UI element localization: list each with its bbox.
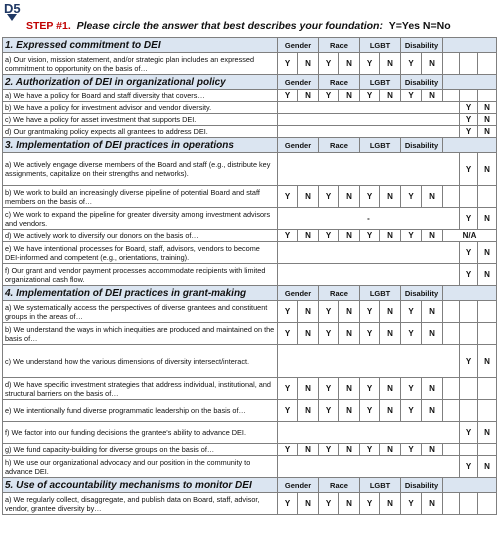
answer-no[interactable]: N (380, 53, 401, 75)
question-row (3, 114, 497, 126)
question-text: a) Our vision, mission statement, and/or strategic plan includes an expressed commitment to opportunity on the basis of… (3, 53, 278, 75)
answer-no[interactable]: N (380, 400, 401, 422)
section-header-spacer (443, 286, 497, 301)
answer-yes[interactable]: Y (460, 126, 478, 138)
logo-triangle-icon (7, 14, 17, 21)
answer-no[interactable]: N (298, 186, 319, 208)
answer-no[interactable]: N (380, 378, 401, 400)
answer-yes[interactable]: Y (319, 301, 339, 323)
empty-cell (278, 264, 460, 286)
empty-cell (460, 323, 478, 345)
answer-no[interactable]: N (422, 230, 443, 242)
section-header (3, 38, 497, 53)
answer-yes[interactable]: Y (360, 378, 380, 400)
answer-no[interactable]: N (422, 53, 443, 75)
answer-no[interactable]: N (298, 493, 319, 515)
question-row (3, 53, 497, 75)
answer-yes[interactable]: Y (319, 323, 339, 345)
answer-no[interactable]: N (422, 323, 443, 345)
empty-cell (443, 90, 460, 102)
empty-cell (460, 53, 478, 75)
question-text: h) We use our organizational advocacy and our position in the community to advance DEI. (3, 456, 278, 478)
answer-no[interactable]: N (380, 301, 401, 323)
section-header-spacer (443, 138, 497, 153)
answer-yes[interactable]: Y (401, 90, 422, 102)
answer-no[interactable]: N (478, 422, 497, 444)
answer-yes[interactable]: Y (360, 301, 380, 323)
answer-no[interactable]: N (339, 301, 360, 323)
answer-yes[interactable]: Y (360, 400, 380, 422)
column-header: Race (319, 138, 360, 153)
empty-cell (443, 323, 460, 345)
answer-yes[interactable]: Y (401, 301, 422, 323)
question-text: a) We have a policy for Board and staff diversity that covers… (3, 90, 278, 102)
answer-no[interactable]: N (339, 323, 360, 345)
empty-cell (443, 444, 460, 456)
column-header: Gender (278, 286, 319, 301)
answer-no[interactable]: N (298, 400, 319, 422)
answer-yes[interactable]: Y (460, 208, 478, 230)
answer-yes[interactable]: Y (278, 301, 298, 323)
answer-yes[interactable]: Y (278, 186, 298, 208)
section-header (3, 478, 497, 493)
column-header: LGBT (360, 75, 401, 90)
answer-yes[interactable]: Y (401, 186, 422, 208)
answer-yes[interactable]: Y (460, 456, 478, 478)
section-title: 3. Implementation of DEI practices in operations (3, 138, 278, 153)
answer-legend: Y=Yes N=No (388, 20, 451, 32)
question-row (3, 444, 497, 456)
question-row (3, 153, 497, 186)
answer-no[interactable]: N (422, 90, 443, 102)
question-row (3, 323, 497, 345)
answer-no[interactable]: N (298, 301, 319, 323)
answer-yes[interactable]: Y (319, 493, 339, 515)
answer-no[interactable]: N (478, 126, 497, 138)
answer-yes[interactable]: Y (360, 186, 380, 208)
column-header: LGBT (360, 478, 401, 493)
answer-no[interactable]: N (422, 301, 443, 323)
answer-no[interactable]: N (339, 53, 360, 75)
question-row (3, 186, 497, 208)
answer-no[interactable]: N (422, 378, 443, 400)
answer-yes[interactable]: Y (401, 230, 422, 242)
answer-yes[interactable]: Y (278, 400, 298, 422)
section-header (3, 75, 497, 90)
question-text: g) We fund capacity-building for diverse groups on the basis of… (3, 444, 278, 456)
answer-no[interactable]: N (339, 230, 360, 242)
question-row (3, 208, 497, 230)
answer-yes[interactable]: Y (360, 323, 380, 345)
answer-no[interactable]: N (298, 444, 319, 456)
column-header: Disability (401, 286, 443, 301)
answer-no[interactable]: N (478, 153, 497, 186)
answer-no[interactable]: N (478, 264, 497, 286)
answer-yes[interactable]: Y (401, 444, 422, 456)
not-applicable-dash: - (278, 208, 460, 230)
section-header-spacer (443, 478, 497, 493)
empty-cell (278, 345, 460, 378)
empty-cell (460, 493, 478, 515)
section-title: 4. Implementation of DEI practices in grant-making (3, 286, 278, 301)
empty-cell (443, 53, 460, 75)
question-text: e) We intentionally fund diverse programmatic leadership on the basis of… (3, 400, 278, 422)
answer-no[interactable]: N (478, 102, 497, 114)
column-header: Gender (278, 75, 319, 90)
empty-cell (478, 301, 497, 323)
answer-yes[interactable]: Y (278, 323, 298, 345)
step-instruction (26, 20, 451, 32)
step-number: STEP #1. (26, 20, 71, 32)
answer-yes[interactable]: Y (278, 230, 298, 242)
answer-yes[interactable]: Y (360, 53, 380, 75)
answer-yes[interactable]: Y (401, 323, 422, 345)
section-title: 5. Use of accountability mechanisms to monitor DEI (3, 478, 278, 493)
section-header-spacer (443, 75, 497, 90)
answer-no[interactable]: N (339, 90, 360, 102)
answer-no[interactable]: N (478, 242, 497, 264)
column-header: Race (319, 286, 360, 301)
answer-yes[interactable]: Y (401, 493, 422, 515)
question-row (3, 422, 497, 444)
answer-yes[interactable]: Y (278, 444, 298, 456)
empty-cell (460, 90, 478, 102)
answer-no[interactable]: N (422, 493, 443, 515)
answer-yes[interactable]: Y (319, 230, 339, 242)
answer-yes[interactable]: Y (319, 186, 339, 208)
question-row (3, 400, 497, 422)
column-header: Disability (401, 478, 443, 493)
question-text: d) We actively work to diversify our donors on the basis of… (3, 230, 278, 242)
question-text: b) We work to build an increasingly diverse pipeline of potential Board and staff members on the basis of… (3, 186, 278, 208)
question-text: c) We have a policy for asset investment that supports DEI. (3, 114, 278, 126)
question-row (3, 242, 497, 264)
section-header (3, 138, 497, 153)
answer-not-applicable: N/A (443, 230, 497, 242)
question-row (3, 90, 497, 102)
question-text: d) Our grantmaking policy expects all grantees to address DEI. (3, 126, 278, 138)
section-header-spacer (443, 38, 497, 53)
answer-yes[interactable]: Y (401, 53, 422, 75)
question-text: f) Our grant and vendor payment processes accommodate recipients with limited organizational cash flow. (3, 264, 278, 286)
empty-cell (278, 422, 460, 444)
answer-no[interactable]: N (478, 114, 497, 126)
answer-no[interactable]: N (380, 323, 401, 345)
question-row (3, 345, 497, 378)
empty-cell (278, 456, 460, 478)
answer-yes[interactable]: Y (278, 53, 298, 75)
empty-cell (443, 400, 460, 422)
answer-no[interactable]: N (380, 230, 401, 242)
answer-yes[interactable]: Y (319, 378, 339, 400)
empty-cell (443, 186, 460, 208)
answer-yes[interactable]: Y (319, 400, 339, 422)
empty-cell (278, 153, 460, 186)
empty-cell (278, 102, 460, 114)
empty-cell (478, 400, 497, 422)
empty-cell (443, 378, 460, 400)
answer-yes[interactable]: Y (460, 114, 478, 126)
empty-cell (478, 90, 497, 102)
column-header: Race (319, 75, 360, 90)
column-header: LGBT (360, 286, 401, 301)
question-text: f) We factor into our funding decisions the grantee's ability to advance DEI. (3, 422, 278, 444)
answer-yes[interactable]: Y (278, 90, 298, 102)
answer-no[interactable]: N (380, 444, 401, 456)
d5-logo (4, 2, 26, 24)
empty-cell (278, 242, 460, 264)
empty-cell (278, 114, 460, 126)
question-text: b) We understand the ways in which inequities are produced and maintained on the basis of… (3, 323, 278, 345)
answer-yes[interactable]: Y (360, 444, 380, 456)
answer-yes[interactable]: Y (460, 422, 478, 444)
question-text: a) We regularly collect, disaggregate, and publish data on Board, staff, advisor, vendor, grantee diversity by… (3, 493, 278, 515)
column-header: Race (319, 478, 360, 493)
instruction-text: Please circle the answer that best describes your foundation: (76, 20, 383, 32)
section-header (3, 286, 497, 301)
question-row (3, 230, 497, 242)
question-row (3, 493, 497, 515)
column-header: Disability (401, 138, 443, 153)
answer-no[interactable]: N (380, 90, 401, 102)
answer-yes[interactable]: Y (360, 90, 380, 102)
column-header: Race (319, 38, 360, 53)
answer-no[interactable]: N (339, 444, 360, 456)
answer-no[interactable]: N (298, 323, 319, 345)
empty-cell (478, 493, 497, 515)
question-text: c) We understand how the various dimensions of diversity intersect/interact. (3, 345, 278, 378)
answer-yes[interactable]: Y (460, 102, 478, 114)
answer-yes[interactable]: Y (460, 264, 478, 286)
answer-no[interactable]: N (339, 400, 360, 422)
answer-yes[interactable]: Y (319, 444, 339, 456)
empty-cell (478, 378, 497, 400)
answer-no[interactable]: N (339, 493, 360, 515)
answer-no[interactable]: N (298, 53, 319, 75)
section-title: 2. Authorization of DEI in organizational policy (3, 75, 278, 90)
answer-no[interactable]: N (478, 456, 497, 478)
answer-no[interactable]: N (380, 493, 401, 515)
question-row (3, 102, 497, 114)
answer-yes[interactable]: Y (319, 53, 339, 75)
empty-cell (278, 126, 460, 138)
empty-cell (460, 378, 478, 400)
answer-no[interactable]: N (339, 186, 360, 208)
answer-no[interactable]: N (339, 378, 360, 400)
empty-cell (443, 493, 460, 515)
answer-no[interactable]: N (380, 186, 401, 208)
answer-no[interactable]: N (422, 400, 443, 422)
empty-cell (478, 186, 497, 208)
column-header: LGBT (360, 38, 401, 53)
empty-cell (460, 444, 478, 456)
column-header: LGBT (360, 138, 401, 153)
answer-no[interactable]: N (422, 444, 443, 456)
answer-no[interactable]: N (298, 230, 319, 242)
column-header: Gender (278, 38, 319, 53)
answer-yes[interactable]: Y (319, 90, 339, 102)
question-text: e) We have intentional processes for Board, staff, advisors, vendors to become DEI-informed and competent (e.g., orientations, training). (3, 242, 278, 264)
question-row (3, 126, 497, 138)
question-text: a) We systematically access the perspectives of diverse grantees and constituent groups in the areas of… (3, 301, 278, 323)
question-text: b) We have a policy for investment advisor and vendor diversity. (3, 102, 278, 114)
question-text: a) We actively engage diverse members of the Board and staff (e.g., distribute key assignments, capitalize on their strengths and networks). (3, 153, 278, 186)
empty-cell (460, 301, 478, 323)
answer-no[interactable]: N (298, 90, 319, 102)
answer-yes[interactable]: Y (278, 378, 298, 400)
answer-yes[interactable]: Y (460, 345, 478, 378)
question-row (3, 378, 497, 400)
column-header: Disability (401, 38, 443, 53)
question-text: c) We work to expand the pipeline for greater diversity among investment advisors and vendors. (3, 208, 278, 230)
column-header: Disability (401, 75, 443, 90)
question-row (3, 456, 497, 478)
answer-yes[interactable]: Y (401, 378, 422, 400)
question-row (3, 264, 497, 286)
answer-no[interactable]: N (478, 208, 497, 230)
question-row (3, 301, 497, 323)
logo-text: D5 (4, 1, 21, 16)
answer-yes[interactable]: Y (360, 230, 380, 242)
empty-cell (478, 444, 497, 456)
answer-yes[interactable]: Y (460, 242, 478, 264)
answer-yes[interactable]: Y (278, 493, 298, 515)
answer-yes[interactable]: Y (460, 153, 478, 186)
empty-cell (460, 400, 478, 422)
answer-no[interactable]: N (298, 378, 319, 400)
answer-yes[interactable]: Y (360, 493, 380, 515)
empty-cell (478, 53, 497, 75)
answer-no[interactable]: N (422, 186, 443, 208)
answer-yes[interactable]: Y (401, 400, 422, 422)
empty-cell (460, 186, 478, 208)
empty-cell (443, 301, 460, 323)
section-title: 1. Expressed commitment to DEI (3, 38, 278, 53)
empty-cell (478, 323, 497, 345)
question-text: d) We have specific investment strategies that address individual, institutional, and structural barriers on the basis of… (3, 378, 278, 400)
column-header: Gender (278, 138, 319, 153)
answer-no[interactable]: N (478, 345, 497, 378)
column-header: Gender (278, 478, 319, 493)
dei-assessment-table (2, 37, 497, 515)
